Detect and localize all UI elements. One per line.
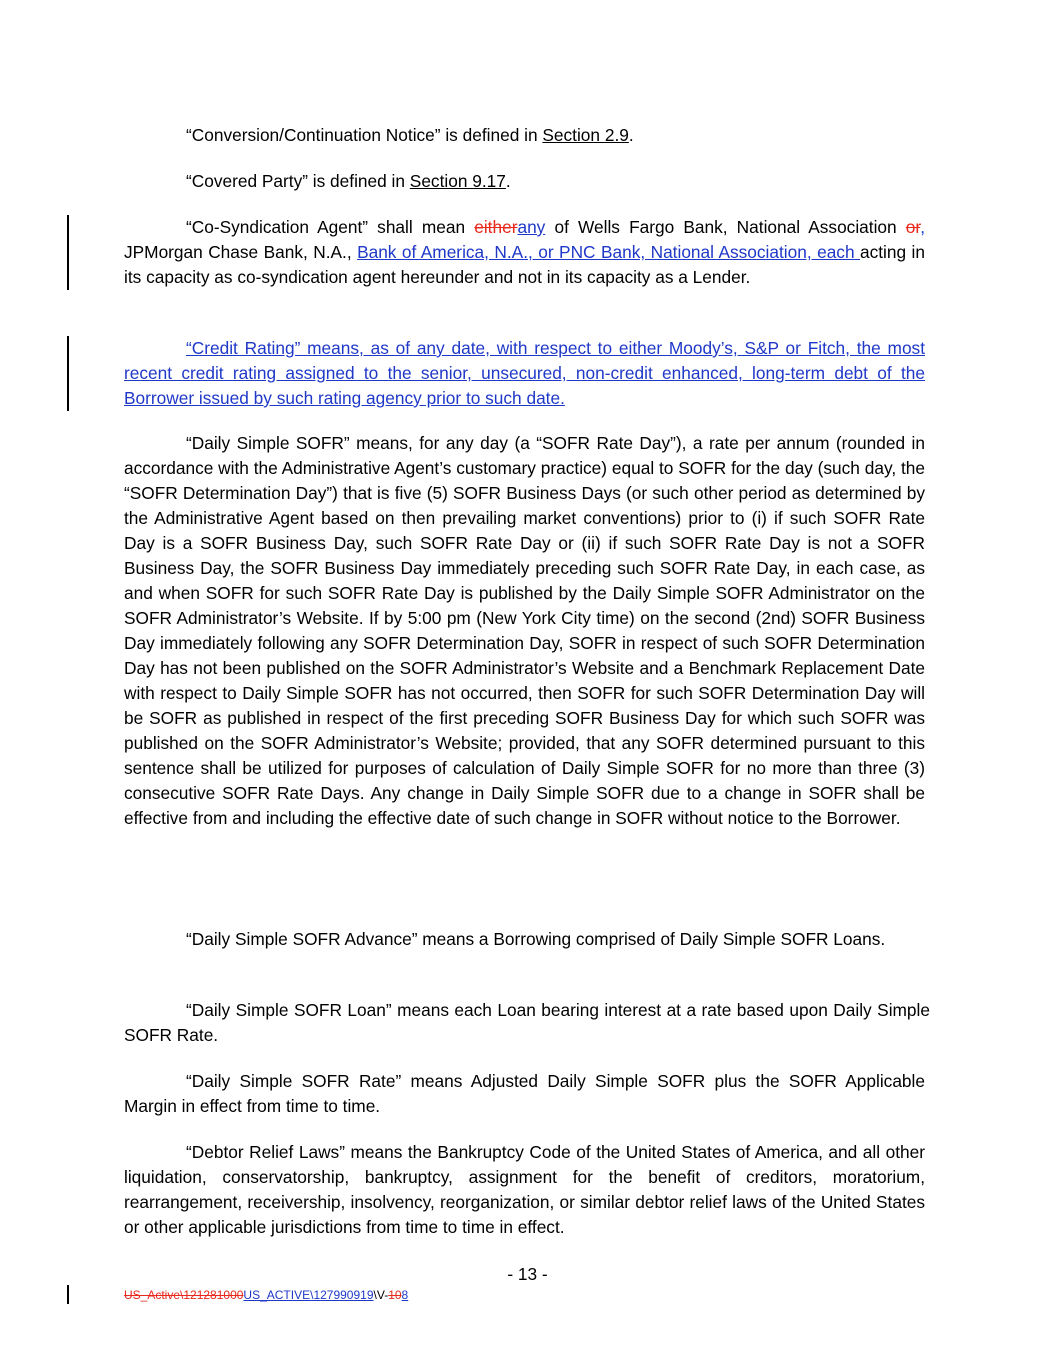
deleted-text: 10 (388, 1288, 402, 1302)
definition-daily-simple-sofr-advance: “Daily Simple SOFR Advance” means a Borrowing comprised of Daily Simple SOFR Loans. (186, 929, 886, 949)
definition-co-syndication-agent: “Co-Syndication Agent” shall mean eitherany of Wells Fargo Bank, National Association or, JPMorgan Chase Bank, N.A., Bank of America, N.A., or PNC Bank, National Association, each acting in its capacity as co-syndication agent hereunder and not in its capacity as a Lender. (124, 217, 925, 287)
inserted-text: 8 (401, 1288, 409, 1302)
change-bar (67, 336, 69, 411)
definition-daily-simple-sofr: “Daily Simple SOFR” means, for any day (a “SOFR Rate Day”), a rate per annum (rounded in accordance with the Administrative Agent’s customary practice) equal to SOFR for the day (such day, the “SOFR Determination Day”) that is five (5) SOFR Business Days (or such other period as determined by the Administrative Agent based on then prevailing market conventions) prior to (i) if such SOFR Rate Day is a SOFR Business Day, such SOFR Rate Day or (ii) if such SOFR Rate Day is not a SOFR Business Day, the SOFR Business Day immediately preceding such SOFR Rate Day, in each case, as and when SOFR for such SOFR Rate Day is published by the Daily Simple SOFR Administrator on the SOFR Administrator’s Website. If by 5:00 pm (New York City time) on the second (2nd) SOFR Business Day immediately following any SOFR Determination Day, SOFR in respect of such SOFR Determination Day has not been published on the SOFR Administrator’s Website and a Benchmark Replacement Date with respect to Daily Simple SOFR has not occurred, then SOFR for such SOFR Determination Day will be SOFR as published in respect of the first preceding SOFR Business Day for which such SOFR was published on the SOFR Administrator’s Website; provided, that any SOFR determined pursuant to this sentence shall be utilized for purposes of calculation of Daily Simple SOFR for no more than three (3) consecutive SOFR Rate Days. Any change in Daily Simple SOFR due to a change in SOFR shall be effective from and including the effective date of such change in SOFR without notice to the Borrower. (124, 433, 925, 828)
deleted-text: or (905, 217, 921, 237)
inserted-text: US_ACTIVE\127990919 (243, 1288, 374, 1302)
change-bar (67, 215, 69, 290)
definition-daily-simple-sofr-rate: “Daily Simple SOFR Rate” means Adjusted Daily Simple SOFR plus the SOFR Applicable Margin in effect from time to time. (124, 1071, 925, 1116)
section-reference: Section 9.17 (409, 171, 506, 191)
section-reference: Section 2.9 (542, 125, 629, 145)
change-bar (67, 1285, 69, 1304)
definition-debtor-relief-laws: “Debtor Relief Laws” means the Bankruptcy Code of the United States of America, and all other liquidation, conservatorship, bankruptcy, assignment for the benefit of creditors, moratorium, rearrangement, receivership, insolvency, reorganization, or similar debtor relief laws of the United States or other applicable jurisdictions from time to time in effect. (124, 1142, 925, 1237)
inserted-text: “Credit Rating” means, as of any date, with respect to either Moody’s, S&P or Fitch, the most recent credit rating assigned to the senior, unsecured, non-credit enhanced, long-term debt of the Borrower issued by such rating agency prior to such date. (124, 338, 925, 408)
inserted-text: Bank of America, N.A., or PNC Bank, National Association, each (357, 242, 860, 262)
page-number: - 13 - (507, 1264, 548, 1284)
definition-conversion-notice: “Conversion/Continuation Notice” is defined in Section 2.9. (186, 125, 634, 145)
document-footer-id: US_Active\121281000US_ACTIVE\127990919\V-108 (124, 1288, 409, 1302)
deleted-text: US_Active\121281000 (124, 1288, 244, 1302)
inserted-text: any (517, 217, 546, 237)
definition-covered-party: “Covered Party” is defined in Section 9.17. (186, 171, 511, 191)
definition-daily-simple-sofr-loan: “Daily Simple SOFR Loan” means each Loan bearing interest at a rate based upon Daily Simple SOFR Rate. (124, 1000, 930, 1045)
deleted-text: either (474, 217, 518, 237)
inserted-text: , (920, 217, 925, 237)
definition-credit-rating (124, 336, 925, 411)
